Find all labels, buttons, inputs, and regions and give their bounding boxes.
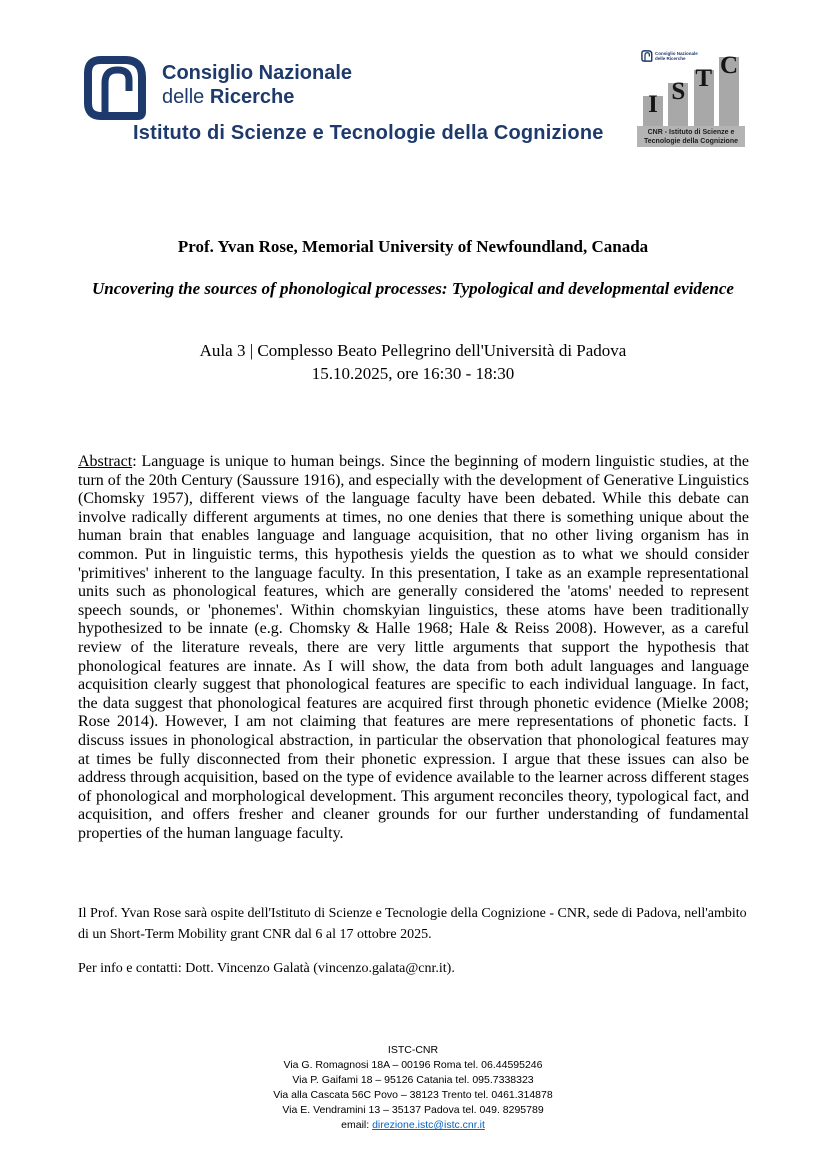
footer-email-label: email: <box>341 1119 373 1131</box>
istc-caption-line2: Tecnologie della Cognizione <box>644 137 738 145</box>
venue-block <box>0 339 826 385</box>
cnr-header <box>80 55 352 121</box>
datetime-line: 15.10.2025, ore 16:30 - 18:30 <box>311 364 515 383</box>
cnr-org-name <box>162 61 352 109</box>
speaker-line: Prof. Yvan Rose, Memorial University of Newfoundland, Canada <box>177 237 649 256</box>
talk-title: Uncovering the sources of phonological processes: Typological and developmental evidence <box>92 279 734 298</box>
footer-address-padova: Via E. Vendramini 13 – 35137 Padova tel. 049. 8295789 <box>282 1104 544 1116</box>
istc-bar-c <box>719 52 739 126</box>
footer-address-block <box>0 1043 826 1133</box>
visit-note: Il Prof. Yvan Rose sarà ospite dell'Istituto di Scienze e Tecnologie della Cognizione - CNR, sede di Padova, nell'ambito di un Short-Term Mobility grant CNR dal 6 al 17 ottobre 2025. <box>78 906 747 942</box>
istc-letter-c: C <box>719 52 739 79</box>
istc-bar-t <box>694 65 714 126</box>
event-block <box>0 237 826 385</box>
cnr-org-line2-light: delle <box>162 86 205 108</box>
contact-note: Per info e contatti: Dott. Vincenzo Galatà (vincenzo.galata@cnr.it). <box>78 961 455 976</box>
footer-email-line <box>0 1118 826 1133</box>
istc-letter-s: S <box>671 78 686 105</box>
footer-address-roma: Via G. Romagnosi 18A – 00196 Roma tel. 06.44595246 <box>283 1059 543 1071</box>
istc-logo <box>637 45 745 147</box>
istc-letter-i: I <box>648 91 658 118</box>
venue-line: Aula 3 | Complesso Beato Pellegrino dell'Università di Padova <box>199 341 627 360</box>
istc-caption-line1: CNR - Istituto di Scienze e <box>647 129 735 136</box>
footer-address-trento: Via alla Cascata 56C Povo – 38123 Trento tel. 0461.314878 <box>273 1089 553 1101</box>
footer-address-catania: Via P. Gaifami 18 – 95126 Catania tel. 095.7338323 <box>292 1074 534 1086</box>
footer-org: ISTC-CNR <box>387 1044 439 1056</box>
istc-mini-org-line2: delle Ricerche <box>655 56 686 61</box>
cnr-org-line2-bold: Ricerche <box>209 86 295 108</box>
istc-mini-org-line1: Consiglio Nazionale <box>655 50 698 56</box>
istc-logo-caption <box>637 126 745 147</box>
abstract-paragraph <box>78 453 749 843</box>
istc-bar-i <box>643 91 663 126</box>
notes-block <box>78 903 749 979</box>
istc-letter-t: T <box>695 65 712 92</box>
institute-title: Istituto di Scienze e Tecnologie della Cognizione <box>133 122 604 144</box>
istc-bar-s <box>668 78 688 126</box>
abstract-label: Abstract <box>78 453 133 470</box>
cnr-logo-icon <box>80 55 152 121</box>
abstract-text: : Language is unique to human beings. Since the beginning of modern linguistic studies, at the turn of the 20th Century (Saussure 1916), and especially with the development of Generative Linguistics (Chomsky 1957), different views of the language faculty have been debated. While this debate can involve radically different arguments at times, no one denies that there is something unique about the human brain that enables language and language acquisition, that no other living organism has in common. Put in linguistic terms, this hypothesis yields the question as to what we should consider 'primitives' inherent to the language faculty. In this presentation, I take as an example representational units such as phonological features, which are generally considered the 'atoms' needed to represent speech sounds, or 'phonemes'. Within chomskyian linguistics, these atoms have been traditionally hypothesized to be innate (e.g. Chomsky & Halle 1968; Hale & Reiss 2008). However, as a careful review of the literature reveals, there are very little arguments that support the hypothesis that phonological features are innate. As I will show, the data from both adult languages and language acquisition clearly suggest that phonological features are specific to each individual language. In fact, the data suggest that phonological features are acquired first through phonetic evidence (Mielke 2008; Rose 2014). However, I am not claiming that features are mere representations of phonetic facts. I discuss issues in phonological abstraction, in particular the observation that phonological features may at times be fully disconnected from their phonetic expression. I argue that these issues can also be address through acquisition, based on the type of evidence available to the learner across different stages of phonological and morphological development. This argument reconciles theory, typological fact, and acquisition, and offers fresher and cleaner grounds for our further understanding of fundamental properties of the human language faculty. <box>78 453 749 842</box>
cnr-org-line2 <box>162 85 352 109</box>
footer-email-link[interactable]: direzione.istc@istc.cnr.it <box>372 1119 485 1131</box>
cnr-org-line1: Consiglio Nazionale <box>162 62 353 84</box>
